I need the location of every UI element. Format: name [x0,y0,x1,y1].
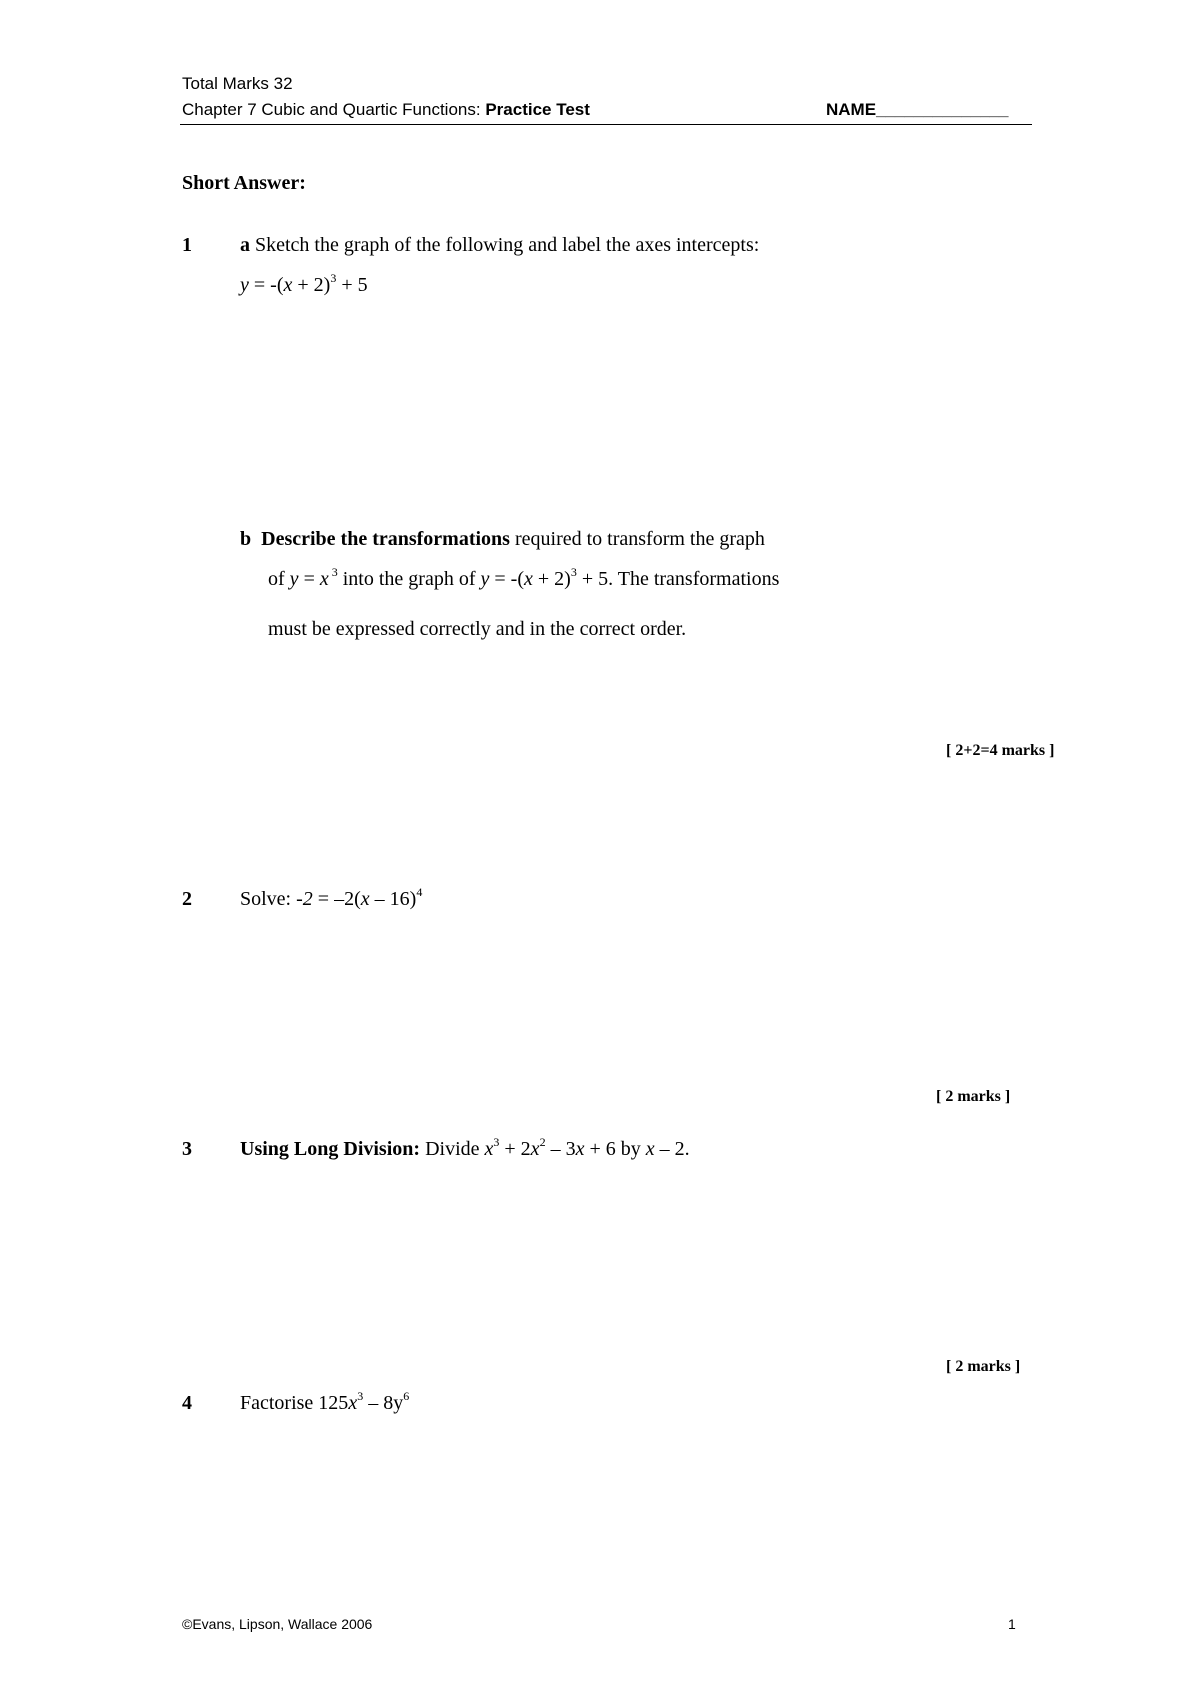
eq-part: – 8y [363,1392,404,1414]
eq-var-y: y [289,568,299,590]
q3-divide: Divide [420,1138,485,1160]
eq-var-x: x [348,1392,358,1414]
q2-solve: Solve: [240,888,297,910]
eq-var-x: x [319,568,329,590]
q2-number: 2 [182,888,192,910]
q4-factorise: Factorise 125 [240,1392,349,1414]
eq-var-x: x [530,1138,540,1160]
eq-var-y: y [480,568,490,590]
eq-var-x: x [523,568,533,590]
eq-part: + 2) [292,274,331,296]
q1-number: 1 [182,234,192,256]
chapter-title [182,100,590,120]
q1b-tail: + 5. The transformations [576,568,780,590]
q1b-line2 [268,565,780,591]
page-number: 1 [1008,1616,1016,1632]
eq-part: + 5 [336,274,368,296]
name-field [826,100,1008,120]
q1a-instruction: Sketch the graph of the following and label the axes intercepts: [250,234,760,256]
chapter-title-prefix: Chapter 7 Cubic and Quartic Functions: [182,100,486,119]
header-rule [180,124,1032,125]
eq-var-x: x [283,274,293,296]
footer-copyright: ©Evans, Lipson, Wallace 2006 [182,1616,373,1632]
chapter-title-bold: Practice Test [485,100,590,119]
q3-number: 3 [182,1138,192,1160]
q3-bold: Using Long Division: [240,1138,421,1160]
eq-exponent: 3 [493,1135,500,1149]
eq-var-x: x [484,1138,494,1160]
q3-marks: [ 2 marks ] [946,1358,1021,1375]
q1b-of: of [268,568,290,590]
name-label: NAME [826,100,877,119]
section-title: Short Answer: [182,172,306,194]
q1b-text [240,528,765,551]
eq-part: = -( [248,274,284,296]
q4-number: 4 [182,1392,192,1414]
q4-text [240,1389,410,1415]
q1a-equation [240,271,368,297]
eq-var-x: x [360,888,370,910]
q2-lhs: -2 [296,888,313,910]
q2-text [240,885,423,911]
eq-exponent: 3 [357,1389,364,1403]
total-marks: Total Marks 32 [182,74,293,93]
q2-marks: [ 2 marks ] [936,1088,1011,1105]
q1a-letter: a [240,234,250,256]
eq-part: + 2 [499,1138,531,1160]
q1b-letter: b [240,528,252,550]
eq-var-x: x [645,1138,655,1160]
eq-part: – 3 [545,1138,576,1160]
eq-exponent: 2 [539,1135,546,1149]
q3-text [240,1135,690,1161]
eq-var-x: x [575,1138,585,1160]
eq-exponent: 3 [330,271,337,285]
eq-var-y: y [240,274,249,296]
eq-part: – 2. [654,1138,690,1160]
q1a-text [240,234,759,257]
q1b-rest: required to transform the graph [509,528,765,550]
eq-exponent: 4 [416,885,423,899]
name-blank: ______________ [876,100,1009,119]
eq-part: = -( [489,568,524,590]
eq-part: + 2) [532,568,571,590]
q1b-line3: must be expressed correctly and in the correct order. [268,618,687,640]
eq-part: + 6 by [584,1138,646,1160]
eq-part: = –2( [312,888,361,910]
eq-exponent: 6 [403,1389,410,1403]
q1-marks: [ 2+2=4 marks ] [946,742,1055,759]
q1b-bold: Describe the transformations [261,528,510,550]
eq-exponent: 3 [328,565,338,579]
q1b-mid: into the graph of [337,568,481,590]
eq-part: = [298,568,320,590]
eq-part: – 16) [369,888,417,910]
eq-exponent: 3 [570,565,577,579]
